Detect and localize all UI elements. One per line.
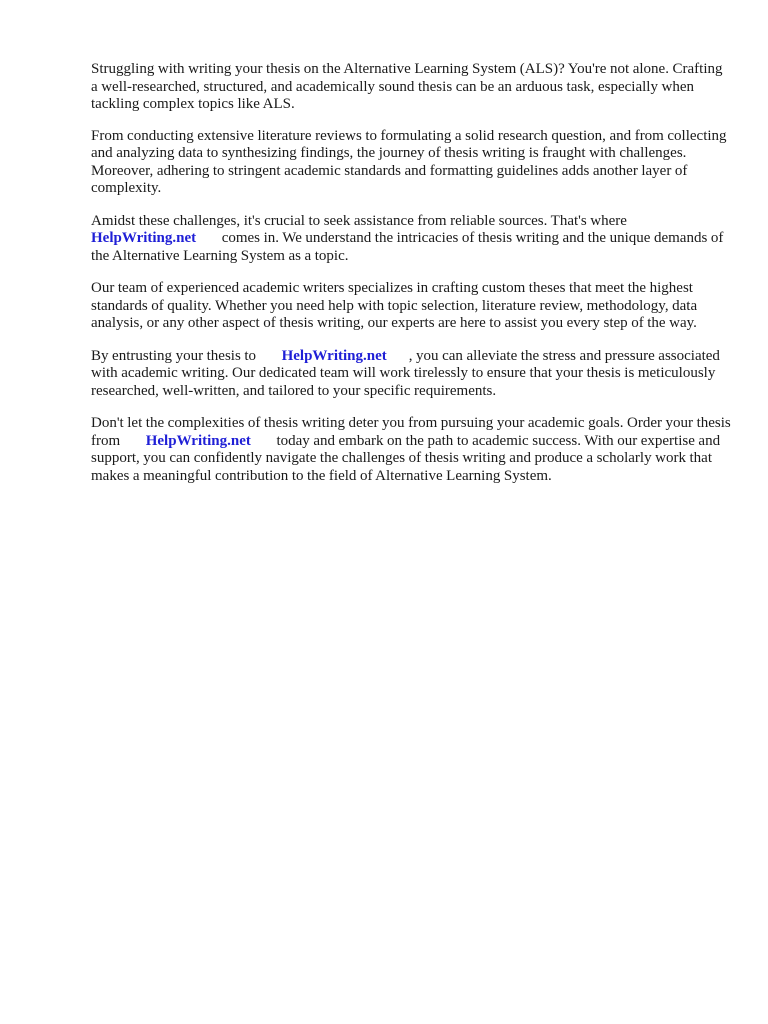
helpwriting-link[interactable]: HelpWriting.net [91, 230, 197, 246]
paragraph-order-lead: Don't let the complexities of thesis writing deter you from pursuing your academic goals. Order your thesis from [91, 415, 731, 449]
paragraph-challenges: From conducting extensive literature reviews to formulating a solid research question, and from collecting and analyzing data to synthesizing findings, the journey of thesis writing is fraught with challenges. Moreover, adhering to stringent academic standards and formatting guidelines adds another layer of complexity. [91, 127, 727, 196]
paragraph-order [91, 415, 731, 485]
paragraph-order-tail: today and embark on the path to academic success. With our expertise and support, you can confidently navigate the challenges of thesis writing and produce a scholarly work that makes a meaningful contribution to the field of Alternative Learning System. [91, 432, 721, 484]
paragraph-intro: Struggling with writing your thesis on the Alternative Learning System (ALS)? You're not alone. Crafting a well-researched, structured, and academically sound thesis can be an arduous task, especially when tackling complex topics like ALS. [91, 61, 723, 112]
paragraph-team: Our team of experienced academic writers specializes in crafting custom theses that meet the highest standards of quality. Whether you need help with topic selection, literature review, methodology, data analysis, or any other aspect of thesis writing, our experts are here to assist you every step of the way. [91, 280, 698, 331]
paragraph-assistance-lead: Amidst these challenges, it's crucial to seek assistance from reliable sources. That's where [91, 212, 627, 229]
paragraph-assistance [91, 213, 731, 266]
helpwriting-link[interactable]: HelpWriting.net [281, 347, 387, 364]
paragraph-entrusting-tail: , you can alleviate the stress and pressure associated with academic writing. Our dedicated team will work tirelessly to ensure that your thesis is meticulously researched, well-written, and tailored to your specific requirements. [91, 347, 720, 399]
paragraph-assistance-tail: comes in. We understand the intricacies of thesis writing and the unique demands of the Alternative Learning System as a topic. [91, 230, 724, 264]
paragraph-entrusting-lead: By entrusting your thesis to [91, 347, 257, 364]
paragraph-entrusting [91, 348, 731, 401]
document-page [91, 61, 731, 500]
helpwriting-link[interactable]: HelpWriting.net [145, 432, 251, 449]
